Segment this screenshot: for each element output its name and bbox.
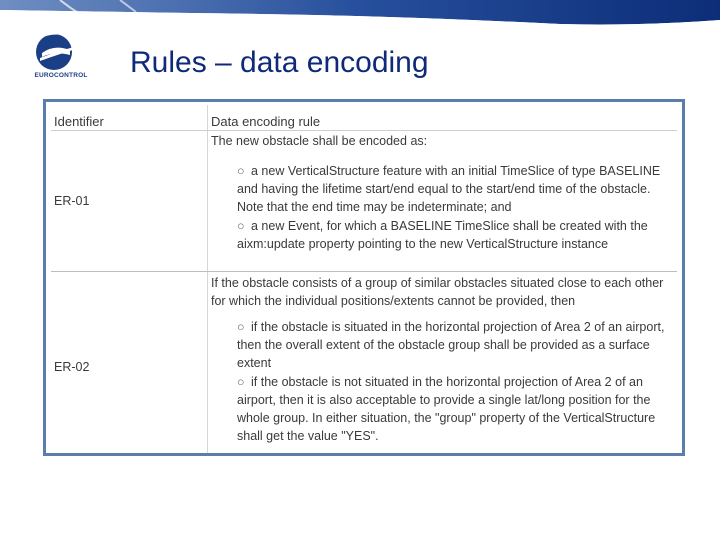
column-divider: [207, 105, 208, 453]
row-intro-er-01: The new obstacle shall be encoded as:: [211, 134, 428, 148]
header-rule: Data encoding rule: [211, 114, 321, 129]
header-identifier: Identifier: [54, 114, 104, 129]
header-divider: [51, 130, 677, 131]
list-item: ○ if the obstacle is situated in the horizontal projection of Area 2 of an airport, then the overall extent of the obstacle group shall be provided as a surface extent: [237, 318, 679, 373]
page-title: Rules – data encoding: [130, 46, 429, 79]
row-bullets-er-01: [237, 162, 679, 253]
list-item: ○ a new VerticalStructure feature with an initial TimeSlice of type BASELINE and having the lifetime start/end equal to the start/end time of the obstacle. Note that the end time may be indeterminate; and: [237, 162, 679, 217]
list-item: ○ if the obstacle is not situated in the horizontal projection of Area 2 of an airport, then it is also acceptable to provide a single lat/long position for the whole group. In either situation, the "group" property of the VerticalStructure shall get the value "YES".: [237, 373, 679, 446]
row-intro-er-02: If the obstacle consists of a group of similar obstacles situated close to each other for which the individual positions/extents cannot be provided, then: [211, 276, 664, 308]
header-wave-band: [0, 0, 720, 26]
row-identifier-er-02: ER-02: [54, 360, 90, 374]
eurocontrol-logo-text: EUROCONTROL: [34, 72, 88, 79]
row-bullets-er-02: [237, 318, 679, 445]
encoding-rules-table: [43, 99, 685, 456]
list-item: ○ a new Event, for which a BASELINE TimeSlice shall be created with the aixm:update property pointing to the new VerticalStructure instance: [237, 217, 679, 253]
row-identifier-er-01: ER-01: [54, 194, 90, 208]
row-divider: [51, 271, 677, 272]
